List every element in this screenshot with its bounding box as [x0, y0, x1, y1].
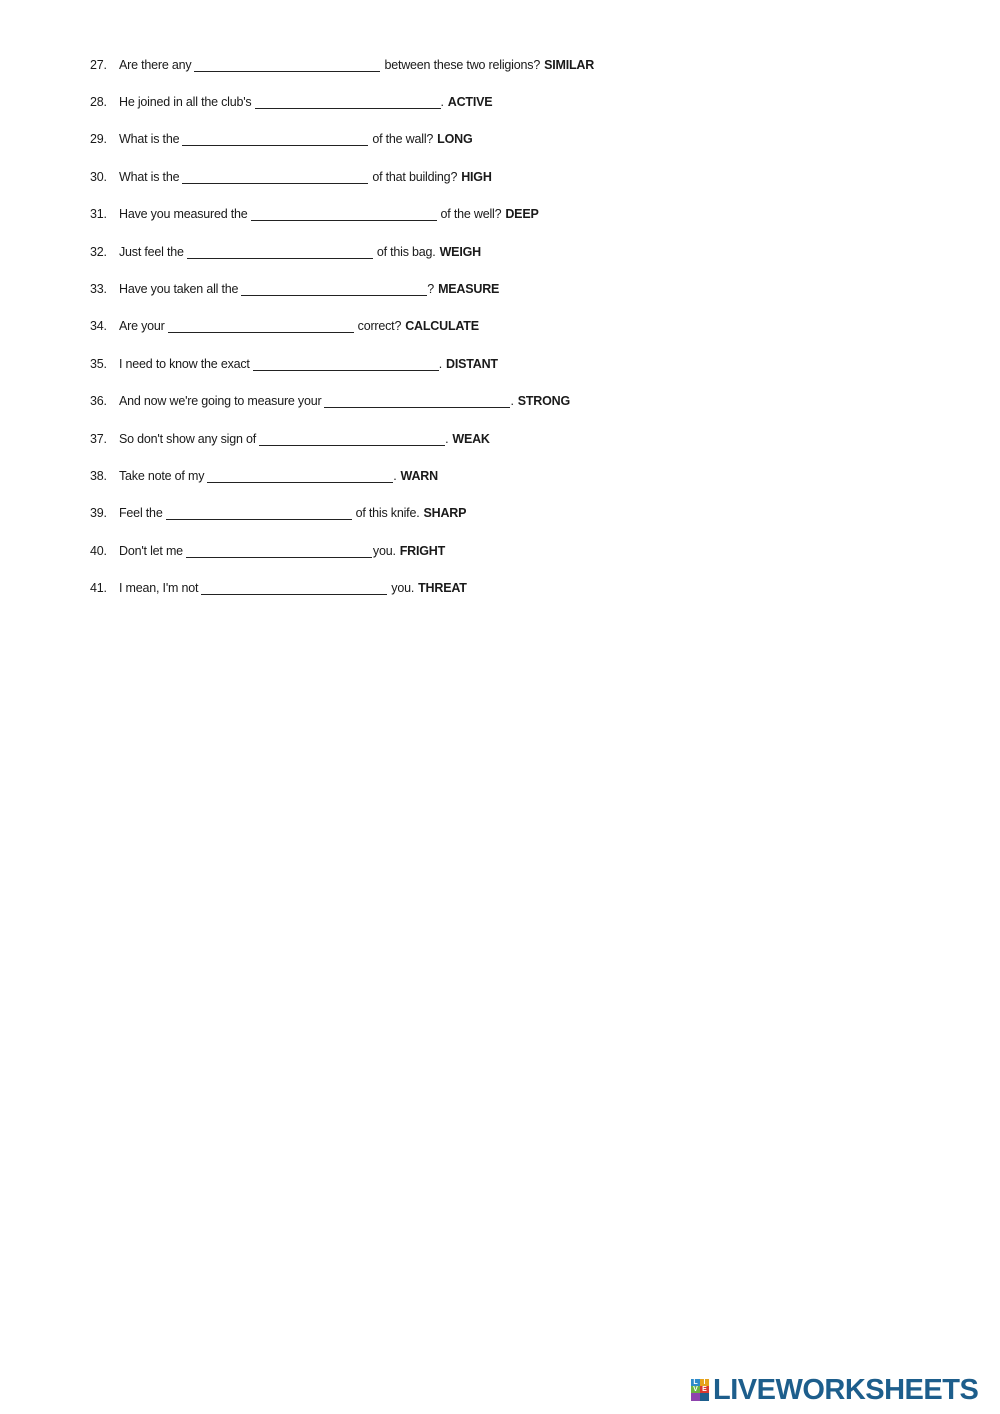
answer-input[interactable] [207, 471, 393, 483]
answer-blank[interactable] [253, 358, 439, 371]
exercise-number: 35. [90, 356, 107, 371]
answer-blank[interactable] [166, 507, 352, 520]
keyword: WEAK [452, 431, 490, 446]
keyword: DISTANT [446, 356, 498, 371]
answer-input[interactable] [168, 321, 354, 333]
exercise-38 [90, 457, 950, 494]
keyword: SHARP [423, 506, 467, 521]
logo-mark-cell [700, 1393, 709, 1401]
exercise-30 [90, 158, 950, 195]
answer-input[interactable] [166, 508, 352, 520]
answer-input[interactable] [251, 209, 437, 221]
exercise-number: 30. [90, 169, 107, 184]
sentence-end: between these two religions? [384, 57, 541, 72]
sentence-start: I need to know the exact [119, 356, 250, 371]
keyword: WARN [400, 468, 438, 483]
keyword: THREAT [418, 581, 467, 596]
answer-blank[interactable] [201, 582, 387, 595]
sentence-end: . [445, 431, 449, 446]
keyword: HIGH [461, 169, 492, 184]
exercise-number: 40. [90, 543, 107, 558]
sentence-end: . [393, 468, 397, 483]
exercise-number: 39. [90, 506, 107, 521]
exercise-number: 29. [90, 132, 107, 147]
exercise-number: 38. [90, 468, 107, 483]
answer-blank[interactable] [182, 171, 368, 184]
answer-blank[interactable] [259, 433, 445, 446]
exercise-41 [90, 569, 950, 606]
exercise-number: 27. [90, 57, 107, 72]
exercise-36 [90, 383, 950, 420]
liveworksheets-logo [691, 1376, 978, 1404]
keyword: SIMILAR [544, 57, 595, 72]
sentence-start: Feel the [119, 506, 163, 521]
logo-mark-cell: L [691, 1379, 700, 1386]
exercise-35 [90, 345, 950, 382]
exercise-number: 32. [90, 244, 107, 259]
answer-input[interactable] [187, 247, 373, 259]
sentence-start: Have you taken all the [119, 282, 239, 297]
sentence-end: . [510, 394, 514, 409]
sentence-start: Don't let me [119, 543, 183, 558]
sentence-end: of the well? [440, 207, 502, 222]
sentence-start: So don't show any sign of [119, 431, 257, 446]
exercise-number: 28. [90, 95, 107, 110]
sentence-end: you. [372, 543, 396, 558]
sentence-start: Take note of my [119, 468, 205, 483]
sentence-start: Are there any [119, 57, 192, 72]
exercise-27 [90, 46, 950, 83]
exercise-28 [90, 83, 950, 120]
answer-blank[interactable] [255, 96, 441, 109]
answer-blank[interactable] [207, 470, 393, 483]
worksheet [90, 46, 950, 607]
exercise-33 [90, 270, 950, 307]
exercise-39 [90, 495, 950, 532]
sentence-end: of this knife. [355, 506, 420, 521]
exercise-number: 41. [90, 581, 107, 596]
answer-blank[interactable] [168, 320, 354, 333]
logo-mark-cell: I [700, 1379, 709, 1386]
answer-input[interactable] [186, 546, 372, 558]
sentence-start: I mean, I'm not [119, 581, 199, 596]
answer-blank[interactable] [241, 283, 427, 296]
exercise-37 [90, 420, 950, 457]
exercise-34 [90, 308, 950, 345]
keyword: MEASURE [438, 282, 500, 297]
exercise-number: 37. [90, 431, 107, 446]
keyword: FRIGHT [399, 543, 446, 558]
sentence-start: Have you measured the [119, 207, 248, 222]
sentence-start: Are your [119, 319, 165, 334]
exercise-number: 33. [90, 282, 107, 297]
sentence-end: of the wall? [372, 132, 434, 147]
answer-blank[interactable] [182, 133, 368, 146]
answer-blank[interactable] [251, 208, 437, 221]
logo-mark-cell: E [700, 1386, 709, 1393]
answer-blank[interactable] [186, 545, 372, 558]
exercise-40 [90, 532, 950, 569]
logo-mark-cell: V [691, 1386, 700, 1393]
keyword: CALCULATE [405, 319, 479, 334]
exercise-number: 34. [90, 319, 107, 334]
sentence-end: correct? [357, 319, 402, 334]
keyword: WEIGH [439, 244, 481, 259]
answer-blank[interactable] [187, 246, 373, 259]
sentence-start: Just feel the [119, 244, 184, 259]
logo-mark-cell [691, 1393, 700, 1401]
answer-input[interactable] [324, 396, 510, 408]
sentence-end: . [440, 95, 444, 110]
answer-input[interactable] [259, 434, 445, 446]
answer-input[interactable] [255, 97, 441, 109]
sentence-end: of that building? [372, 169, 458, 184]
answer-input[interactable] [201, 583, 387, 595]
answer-blank[interactable] [324, 395, 510, 408]
answer-input[interactable] [194, 60, 380, 72]
exercise-number: 36. [90, 394, 107, 409]
sentence-end: . [438, 356, 442, 371]
exercise-number: 31. [90, 207, 107, 222]
answer-input[interactable] [182, 134, 368, 146]
answer-blank[interactable] [194, 59, 380, 72]
sentence-start: What is the [119, 132, 180, 147]
keyword: STRONG [517, 394, 571, 409]
exercise-29 [90, 121, 950, 158]
sentence-start: What is the [119, 169, 180, 184]
exercise-32 [90, 233, 950, 270]
logo-text: LIVEWORKSHEETS [713, 1374, 979, 1406]
exercise-31 [90, 196, 950, 233]
sentence-end: of this bag. [376, 244, 436, 259]
keyword: DEEP [505, 207, 539, 222]
answer-input[interactable] [182, 172, 368, 184]
sentence-end: you. [391, 581, 415, 596]
sentence-end: ? [427, 282, 435, 297]
logo-mark-icon [691, 1379, 709, 1401]
sentence-start: And now we're going to measure your [119, 394, 322, 409]
keyword: LONG [437, 132, 473, 147]
answer-input[interactable] [241, 284, 427, 296]
sentence-start: He joined in all the club's [119, 95, 252, 110]
keyword: ACTIVE [447, 95, 493, 110]
answer-input[interactable] [253, 359, 439, 371]
